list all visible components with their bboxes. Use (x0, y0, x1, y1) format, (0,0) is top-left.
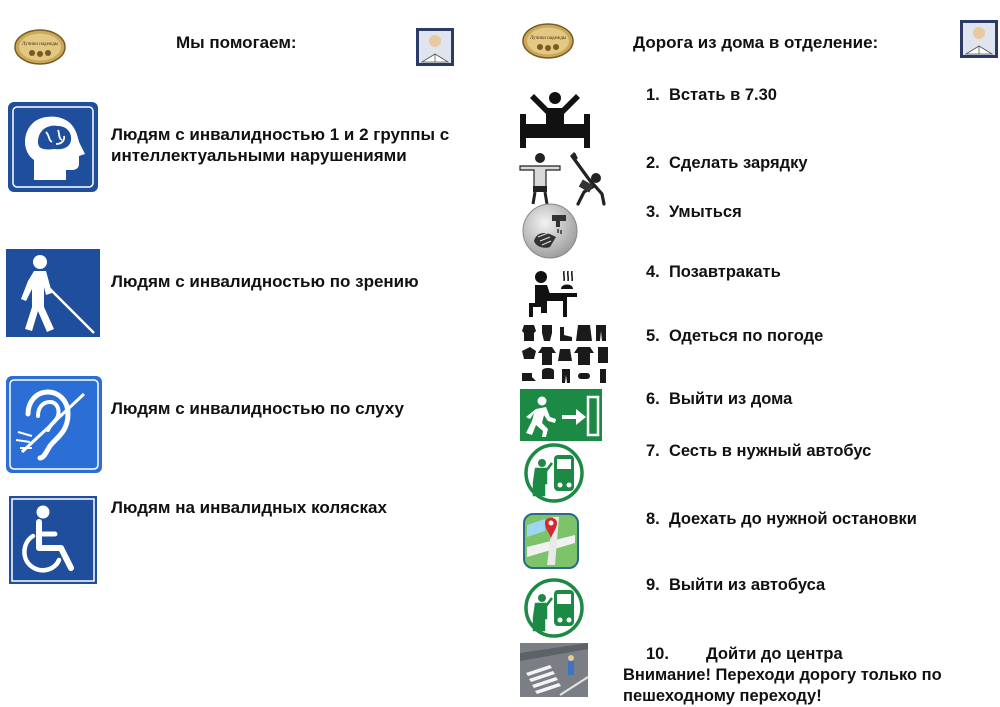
right-heading: Дорога из дома в отделение: (633, 33, 879, 52)
reading-book-icon (416, 28, 454, 71)
exercise-icon (518, 152, 608, 206)
step-9: 9. Выйти из автобуса (646, 576, 826, 594)
crosswalk-icon (520, 643, 588, 697)
logo-lettering: Лучики надежды (529, 36, 567, 41)
board-bus-icon (524, 443, 584, 503)
step-5: 5. Одеться по погоде (646, 327, 824, 345)
wheelchair-icon (9, 496, 97, 584)
group-label-hearing: Людям с инвалидностью по слуху (111, 399, 404, 418)
step-2: 2. Сделать зарядку (646, 154, 808, 172)
step-10: 10. Дойти до центра (646, 645, 843, 663)
group-label-intellectual: Людям с инвалидностью 1 и 2 группы с интеллектуальными нарушениями (111, 125, 450, 165)
step-7: 7. Сесть в нужный автобус (646, 442, 872, 460)
map-pin-icon (523, 513, 579, 569)
blind-person-cane-icon (6, 249, 100, 337)
step-1: 1. Встать в 7.30 (646, 86, 777, 104)
crossed-ear-icon (6, 376, 102, 473)
step-3: 3. Умыться (646, 203, 742, 221)
group-label-vision: Людям с инвалидностью по зрению (111, 272, 419, 291)
left-heading: Мы помогаем: (176, 33, 297, 52)
logo-lettering: Лучики надежды (21, 42, 59, 47)
breakfast-icon (525, 265, 577, 319)
exit-icon (520, 389, 602, 441)
exit-bus-icon (524, 578, 584, 638)
step-8: 8. Доехать до нужной остановки (646, 510, 917, 528)
step-4: 4. Позавтракать (646, 263, 781, 281)
step-6: 6. Выйти из дома (646, 390, 793, 408)
head-brain-icon (8, 102, 98, 192)
group-label-wheelchair: Людям на инвалидных колясках (111, 498, 387, 517)
clothes-icon (520, 323, 610, 385)
wake-up-icon (520, 90, 590, 148)
wash-hands-icon (522, 203, 578, 259)
reading-book-icon (960, 20, 998, 63)
org-logo-left (14, 28, 66, 71)
crossing-warning: Внимание! Переходи дорогу только по пешеходному переходу! (623, 666, 942, 705)
org-logo-right (522, 22, 574, 65)
